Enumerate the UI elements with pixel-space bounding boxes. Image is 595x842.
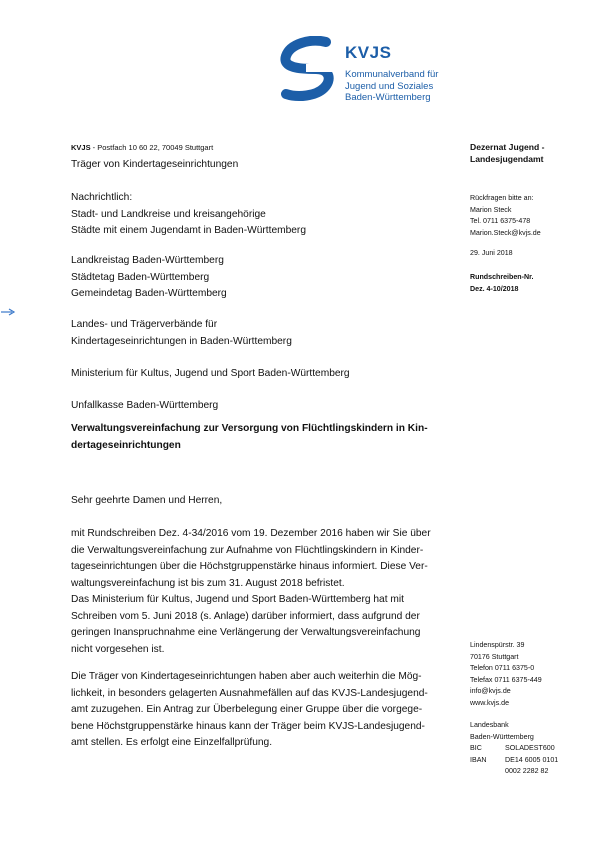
bic-row (470, 743, 558, 755)
recipient-line: Ministerium für Kultus, Jugend und Sport Baden-Württemberg (71, 368, 350, 379)
contact-email: Marion.Steck@kvjs.de (470, 228, 541, 237)
iban-row (470, 755, 558, 767)
address-line: info@kvjs.de (470, 687, 511, 695)
bank-name-line: Baden-Württemberg (470, 732, 534, 741)
reference-number: Dez. 4-10/2018 (470, 284, 519, 293)
recipient-group (71, 253, 227, 303)
body-paragraph (71, 669, 428, 752)
salutation: Sehr geehrte Damen und Herren, (71, 495, 223, 506)
bank-block (470, 720, 558, 778)
logo-subtitle (345, 69, 438, 104)
paragraph-line: mit Rundschreiben Dez. 4-34/2016 vom 19. Dezember 2016 haben wir Sie über (71, 528, 431, 539)
recipient-main: Träger von Kindertageseinrichtungen (71, 159, 239, 170)
fold-mark-arrow-icon (0, 305, 16, 317)
department-heading (470, 142, 545, 165)
subject-line: dertageseinrichtungen (71, 439, 181, 451)
bank-name-line: Landesbank (470, 721, 509, 729)
recipient-group (71, 366, 350, 383)
recipient-line: Städte mit einem Jugendamt in Baden-Württemberg (71, 225, 306, 236)
iban-value: 0002 2282 82 (505, 767, 549, 775)
bic-value: SOLADEST600 (505, 744, 555, 752)
logo-subtitle-line: Jugend und Soziales (345, 80, 434, 92)
paragraph-line: bene Höchstgruppenstärke hinaus kann der Träger beim KVJS-Landesjugend- (71, 720, 425, 732)
nachrichtlich-label: Nachrichtlich: (71, 192, 133, 203)
iban-row-continued (470, 766, 558, 778)
paragraph-line: lichkeit, in besonders gelagerten Ausnahmefällen auf das KVJS-Landesjugend- (71, 687, 428, 699)
address-line: 70176 Stuttgart (470, 652, 519, 661)
paragraph-line: amt stellen. Es erfolgt eine Einzelfallprüfung. (71, 737, 273, 748)
contact-name: Marion Steck (470, 205, 512, 214)
letter-subject (71, 421, 428, 454)
paragraph-line: Die Träger von Kindertageseinrichtungen haben aber auch weiterhin die Mög- (71, 671, 422, 682)
reference-block (470, 272, 533, 295)
kvjs-logo (276, 36, 476, 106)
kvjs-logo-mark-icon (276, 36, 340, 102)
logo-name: KVJS (345, 43, 392, 62)
paragraph-line: nicht vorgesehen ist. (71, 643, 165, 655)
address-line: Telefax 0711 6375-449 (470, 675, 542, 684)
sender-org: KVJS (71, 143, 91, 152)
paragraph-line: amt zuzugehen. Ein Antrag zur Überbelegung einer Gruppe über die vorgege- (71, 704, 423, 715)
recipient-line: Landes- und Trägerverbände für (71, 319, 218, 330)
iban-label: IBAN (470, 755, 487, 764)
paragraph-line: geringen Inanspruchnahme eine Verlängerung der Verwaltungsvereinfachung (71, 627, 421, 638)
letter-date: 29. Juni 2018 (470, 249, 513, 257)
recipient-line: Unfallkasse Baden-Württemberg (71, 400, 219, 411)
recipient-line: Stadt- und Landkreise und kreisangehörige (71, 208, 266, 220)
iban-value: DE14 6005 0101 (505, 755, 559, 764)
paragraph-line: tageseinrichtungen über die Höchstgruppenstärke hinaus informiert. Diese Ver- (71, 561, 428, 572)
paragraph-line: die Verwaltungsvereinfachung zur Aufnahme von Flüchtlingskindern in Kinder- (71, 544, 424, 556)
address-line: Lindenspürstr. 39 (470, 641, 525, 649)
sender-line (71, 143, 213, 152)
recipient-group (71, 317, 292, 350)
paragraph-line: Schreiben vom 5. Juni 2018 (s. Anlage) darüber informiert, dass aufgrund der (71, 610, 420, 622)
address-line: Telefon 0711 6375-0 (470, 664, 535, 672)
recipient-cc-block (71, 190, 306, 240)
recipient-line: Gemeindetag Baden-Württemberg (71, 288, 227, 299)
subject-line: Verwaltungsvereinfachung zur Versorgung von Flüchtlingskindern in Kin- (71, 423, 428, 434)
paragraph-line: waltungsvereinfachung ist bis zum 31. August 2018 befristet. (71, 577, 345, 589)
logo-subtitle-line: Kommunalverband für (345, 69, 439, 80)
contact-label: Rückfragen bitte an: (470, 194, 534, 202)
recipient-line: Städtetag Baden-Württemberg (71, 271, 210, 283)
logo-subtitle-line: Baden-Württemberg (345, 92, 431, 103)
contact-phone: Tel. 0711 6375-478 (470, 217, 531, 225)
address-block (470, 640, 542, 709)
address-line: www.kvjs.de (470, 698, 510, 707)
department-line: Dezernat Jugend - (470, 142, 545, 152)
paragraph-line: Das Ministerium für Kultus, Jugend und Sport Baden-Württemberg hat mit (71, 594, 404, 605)
body-paragraph (71, 526, 431, 658)
recipient-line: Kindertageseinrichtungen in Baden-Württemberg (71, 335, 292, 347)
sender-address: - Postfach 10 60 22, 70049 Stuttgart (90, 143, 214, 152)
recipient-group (71, 398, 218, 415)
recipient-line: Landkreistag Baden-Württemberg (71, 255, 224, 266)
department-line: Landesjugendamt (470, 153, 544, 164)
reference-label: Rundschreiben-Nr. (470, 273, 534, 281)
contact-block (470, 193, 541, 239)
bic-label: BIC (470, 744, 482, 752)
